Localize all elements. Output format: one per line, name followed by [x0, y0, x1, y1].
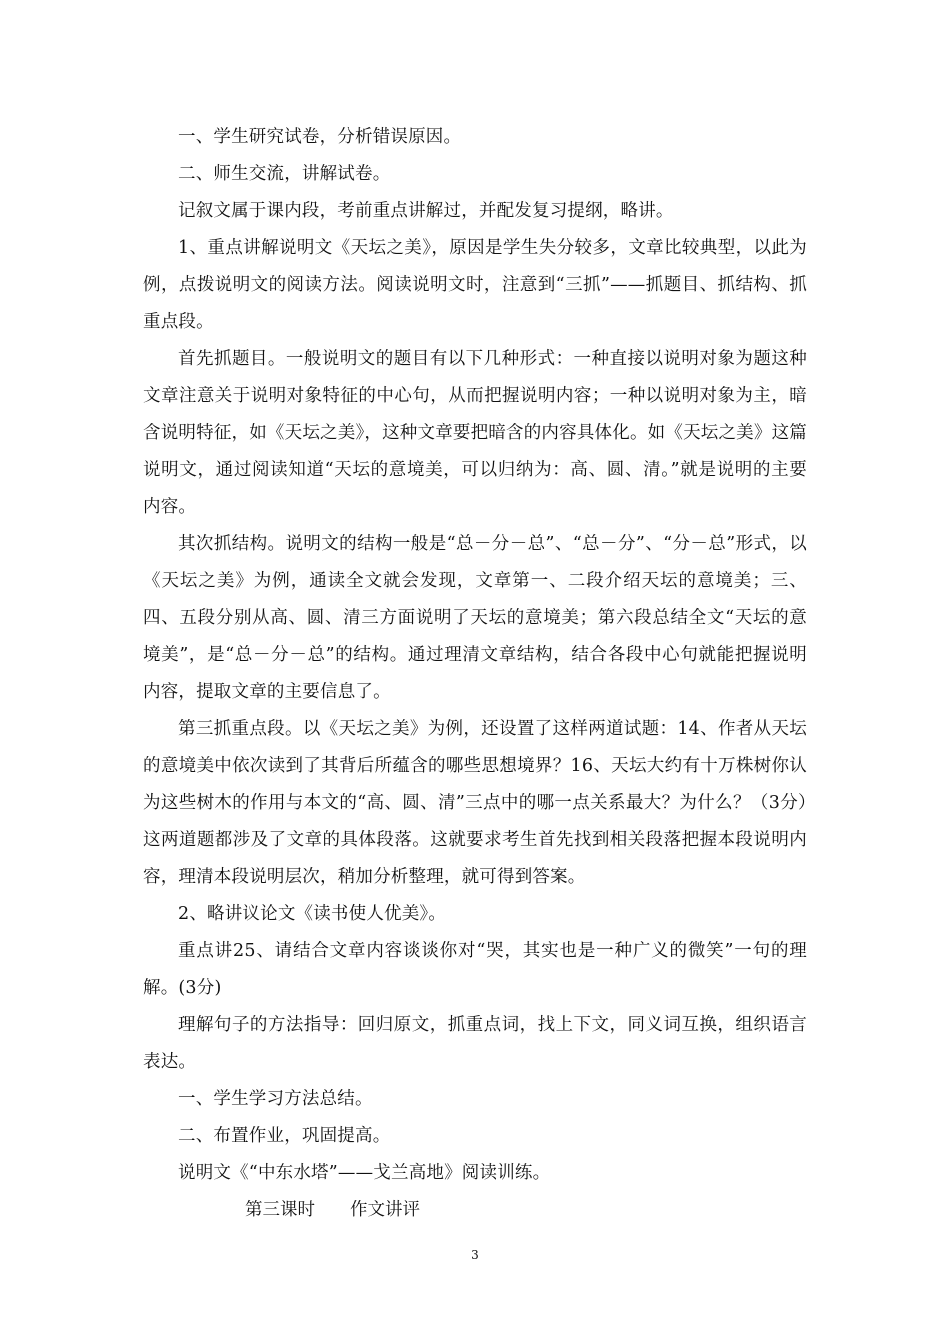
paragraph-9: 重点讲25、请结合文章内容谈谈你对“哭，其实也是一种广义的微笑”一句的理解。(3分) — [143, 941, 807, 998]
paragraph-13: 说明文《“中东水塔”——戈兰高地》阅读训练。 — [178, 1163, 551, 1183]
paragraph-11: 一、学生学习方法总结。 — [178, 1089, 373, 1109]
paragraph-1: 一、学生研究试卷，分析错误原因。 — [178, 127, 462, 147]
document-body — [143, 119, 807, 1229]
paragraph-12: 二、布置作业，巩固提高。 — [178, 1126, 391, 1146]
section-heading: 第三课时 作文讲评 — [245, 1200, 420, 1220]
paragraph-6: 其次抓结构。说明文的结构一般是“总－分－总”、“总－分”、“分－总”形式，以《天坛之美》为例，通读全文就会发现，文章第一、二段介绍天坛的意境美；三、四、五段分别从高、圆、清三方面说明了天坛的意境美；第六段总结全文“天坛的意境美”，是“总－分－总”的结构。通过理清文章结构，结合各段中心句就能把握说明内容，提取文章的主要信息了。 — [143, 534, 807, 702]
paragraph-5: 首先抓题目。一般说明文的题目有以下几种形式：一种直接以说明对象为题这种文章注意关于说明对象特征的中心句，从而把握说明内容；一种以说明对象为主，暗含说明特征，如《天坛之美》，这种文章要把暗含的内容具体化。如《天坛之美》这篇说明文，通过阅读知道“天坛的意境美，可以归纳为：高、圆、清。”就是说明的主要内容。 — [143, 349, 807, 517]
paragraph-10: 理解句子的方法指导：回归原文，抓重点词，找上下文，同义词互换，组织语言表达。 — [143, 1015, 807, 1072]
paragraph-4: 1、重点讲解说明文《天坛之美》，原因是学生失分较多，文章比较典型，以此为例，点拨说明文的阅读方法。阅读说明文时，注意到“三抓”——抓题目、抓结构、抓重点段。 — [143, 238, 807, 332]
paragraph-3: 记叙文属于课内段，考前重点讲解过，并配发复习提纲，略讲。 — [178, 201, 674, 221]
paragraph-8: 2、略讲议论文《读书使人优美》。 — [178, 904, 447, 924]
paragraph-7: 第三抓重点段。以《天坛之美》为例，还设置了这样两道试题：14、作者从天坛的意境美中依次读到了其背后所蕴含的哪些思想境界？16、天坛大约有十万株树你认为这些树木的作用与本文的“高、圆、清”三点中的哪一点关系最大？为什么？（3分）这两道题都涉及了文章的具体段落。这就要求考生首先找到相关段落把握本段说明内容，理清本段说明层次，稍加分析整理，就可得到答案。 — [143, 719, 807, 887]
paragraph-2: 二、师生交流，讲解试卷。 — [178, 164, 391, 184]
page-number: 3 — [471, 1248, 479, 1262]
